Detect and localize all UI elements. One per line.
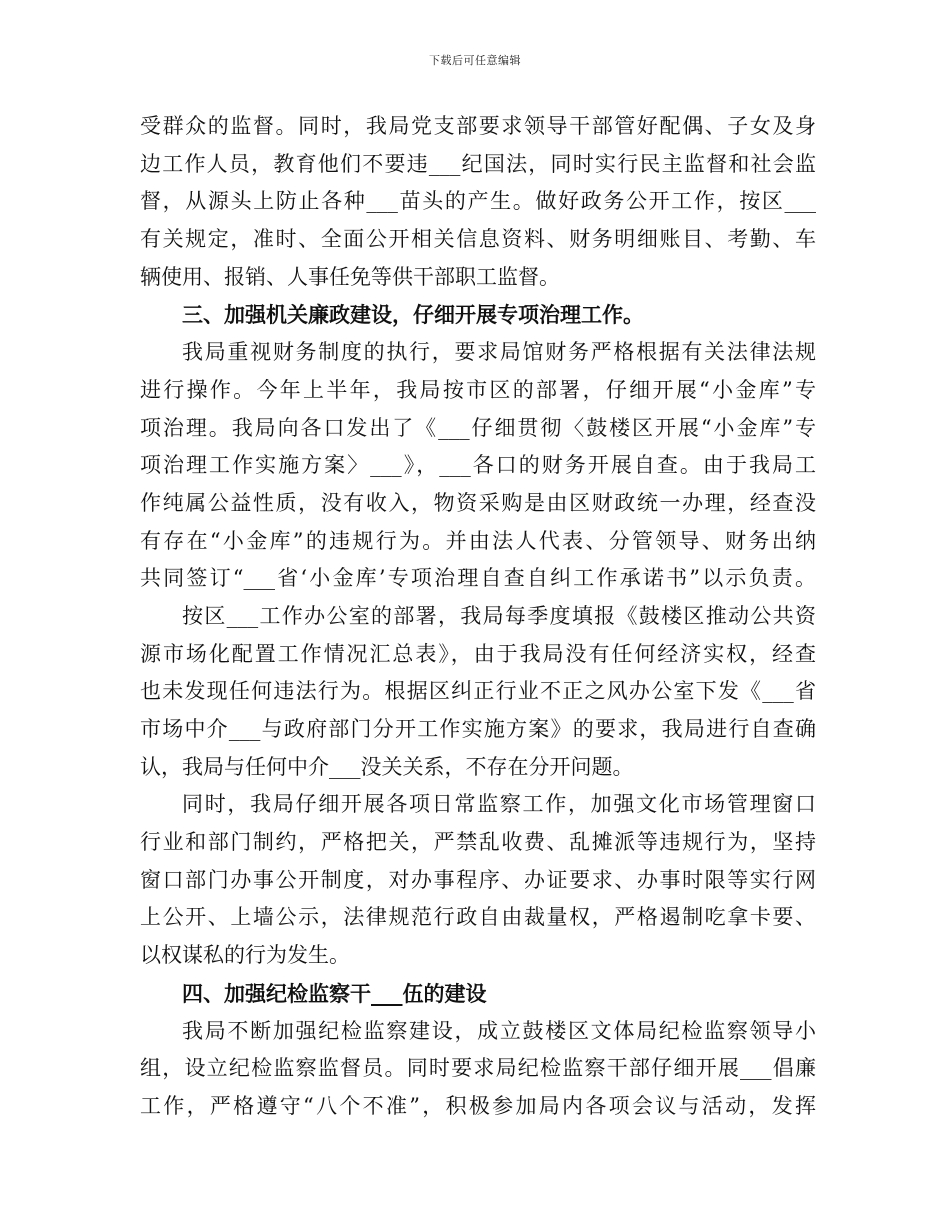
paragraph-line: 认，我局与任何中介___没关关系，不存在分开问题。 [140,754,634,779]
paragraph-line: 进行操作。今年上半年，我局按市区的部署，仔细开展“小金库”专 [140,377,816,402]
paragraph-line: 行业和部门制约，严格把关，严禁乱收费、乱摊派等违规行为，坚持 [140,830,816,855]
paragraph-line: 工作，严格遵守“八个不准”，积极参加局内各项会议与活动，发挥 [140,1093,816,1118]
paragraph-line: 窗口部门办事公开制度，对办事程序、办证要求、办事时限等实行网 [140,867,816,892]
paragraph-line: 也未发现任何违法行为。根据区纠正行业不正之风办公室下发《___省 [140,679,816,704]
paragraph-line: 辆使用、报销、人事任免等供干部职工监督。 [140,264,560,289]
paragraph-line: 组，设立纪检监察监督员。同时要求局纪检监察干部仔细开展___倡廉 [140,1056,816,1081]
paragraph-line: 有存在“小金库”的违规行为。并由法人代表、分管领导、财务出纳 [140,528,816,553]
paragraph-line: 作纯属公益性质，没有收入，物资采购是由区财政统一办理，经查没 [140,490,816,515]
paragraph-line: 同时，我局仔细开展各项日常监察工作，加强文化市场管理窗口 [182,792,816,817]
paragraph-line: 源市场化配置工作情况汇总表》，由于我局没有任何经济实权，经查 [140,641,816,666]
paragraph-line: 边工作人员，教育他们不要违___纪国法，同时实行民主监督和社会监 [140,151,816,176]
paragraph-line: 项治理工作实施方案〉___》，___各口的财务开展自查。由于我局工 [140,453,816,478]
paragraph-line: 我局不断加强纪检监察建设，成立鼓楼区文体局纪检监察领导小 [182,1018,816,1043]
paragraph-line: 以权谋私的行为发生。 [140,943,350,968]
header-note: 下载后可任意编辑 [429,54,521,67]
paragraph-line: 按区___工作办公室的部署，我局每季度填报《鼓楼区推动公共资 [182,603,816,628]
paragraph-line: 共同签订“___省‘小金库’专项治理自查自纠工作承诺书”以示负责。 [140,566,816,591]
paragraph-line: 受群众的监督。同时，我局党支部要求领导干部管好配偶、子女及身 [140,114,816,138]
section-heading: 四、加强纪检监察干___伍的建设 [182,980,487,1006]
paragraph-line: 上公开、上墙公示，法律规范行政自由裁量权，严格遏制吃拿卡要、 [140,905,816,930]
paragraph-line: 我局重视财务制度的执行，要求局馆财务严格根据有关法律法规 [182,340,816,365]
paragraph-line: 市场中介___与政府部门分开工作实施方案》的要求，我局进行自查确 [140,717,816,741]
section-heading: 三、加强机关廉政建设，仔细开展专项治理工作。 [182,302,644,328]
paragraph-line: 有关规定，准时、全面公开相关信息资料、财务明细账目、考勤、车 [140,227,816,252]
document-body [140,108,816,1126]
paragraph-line: 督，从源头上防止各种___苗头的产生。做好政务公开工作，按区___ [140,189,816,214]
paragraph-line: 项治理。我局向各口发出了《___仔细贯彻〈鼓楼区开展“小金库”专 [140,415,816,440]
